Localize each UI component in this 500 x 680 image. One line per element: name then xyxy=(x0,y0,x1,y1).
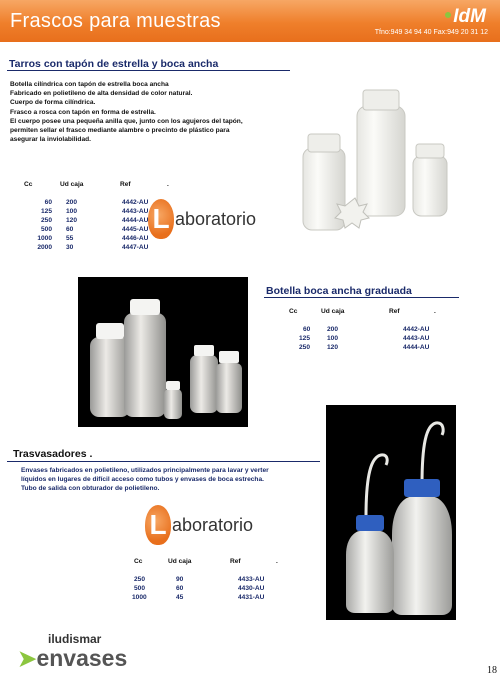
cell-ud-caja: 120 xyxy=(327,344,339,351)
cell-ref: 4443-AU xyxy=(403,335,430,342)
col-header-extra: . xyxy=(434,308,436,315)
laboratorio-logo-text: aboratorio xyxy=(172,514,254,535)
spec-table-botella-graduada xyxy=(285,307,436,352)
table-row xyxy=(132,584,278,593)
cell-ud-caja: 200 xyxy=(66,199,78,206)
brand-logo-word: envases xyxy=(36,645,128,671)
description-line: Tubo de salida con obturador de polietileno. xyxy=(21,485,160,492)
table-header-row xyxy=(132,557,278,575)
table-row xyxy=(132,575,278,584)
cell-ref: 4433-AU xyxy=(238,576,265,583)
col-header-ref: Ref xyxy=(389,308,400,315)
cell-cc: 500 xyxy=(40,226,52,233)
cell-ref: 4431-AU xyxy=(238,594,265,601)
cell-cc: 60 xyxy=(44,199,52,206)
table-row xyxy=(20,225,169,234)
table-row xyxy=(20,216,169,225)
section-divider xyxy=(264,297,459,298)
description-line: Envases fabricados en polietileno, utilizados principalmente para lavar y verter xyxy=(21,467,269,474)
table-row xyxy=(20,243,169,252)
table-row xyxy=(20,207,169,216)
section-title-trasvasadores xyxy=(13,448,92,460)
laboratorio-logo xyxy=(145,505,253,545)
page-number: 18 xyxy=(487,665,497,676)
cell-cc: 125 xyxy=(299,335,311,342)
section-title-botella-graduada: Botella boca ancha graduada xyxy=(266,285,412,297)
description-line: Cuerpo de forma cilíndrica. xyxy=(10,99,96,107)
section-divider xyxy=(7,461,320,462)
cell-ref: 4444-AU xyxy=(403,344,430,351)
page-header xyxy=(0,0,500,42)
table-row xyxy=(20,234,169,243)
cell-ud-caja: 100 xyxy=(66,208,78,215)
col-header-ref: Ref xyxy=(120,181,131,188)
cell-cc: 250 xyxy=(134,576,146,583)
cell-ref: 4442-AU xyxy=(403,326,430,333)
description-line: permiten sellar el frasco mediante alambre o precinto de plástico para xyxy=(10,127,230,135)
section-description-tarros xyxy=(10,80,280,144)
cell-cc: 500 xyxy=(134,585,146,592)
col-header-ud-caja: Ud caja xyxy=(168,558,192,565)
cell-cc: 250 xyxy=(40,217,52,224)
description-line: líquidos en lugares de difícil acceso como tubos y envases de boca estrecha. xyxy=(21,476,264,483)
section-title-suffix: . xyxy=(89,448,93,460)
cell-ud-caja: 45 xyxy=(176,594,184,601)
brand-logo-bottom xyxy=(18,646,127,671)
table-row xyxy=(285,325,436,334)
laboratorio-logo xyxy=(148,199,256,239)
col-header-cc: Cc xyxy=(289,308,298,315)
table-row xyxy=(132,593,278,602)
cell-cc: 1000 xyxy=(37,235,52,242)
cell-ref: 4430-AU xyxy=(238,585,265,592)
description-line: Botella cilíndrica con tapón de estrella boca ancha xyxy=(10,81,169,88)
product-photo-graduated-bottles xyxy=(78,277,248,427)
cell-ud-caja: 55 xyxy=(66,235,74,242)
spec-table-trasvasadores xyxy=(132,557,278,602)
section-divider xyxy=(7,70,290,71)
cell-ref: 4447-AU xyxy=(122,244,149,251)
table-header-row xyxy=(20,180,169,198)
product-photo-star-cap-jars xyxy=(295,78,450,258)
section-description-trasvasadores xyxy=(21,466,311,493)
col-header-ud-caja: Ud caja xyxy=(321,308,345,315)
cell-ud-caja: 90 xyxy=(176,576,184,583)
laboratorio-logo-mark: L xyxy=(145,505,171,545)
col-header-ud-caja: Ud caja xyxy=(60,181,84,188)
cell-ref: 4443-AU xyxy=(122,208,149,215)
cell-ref: 4442-AU xyxy=(122,199,149,206)
logo-dot-icon xyxy=(445,12,451,18)
laboratorio-logo-text: aboratorio xyxy=(175,208,257,229)
table-row xyxy=(285,343,436,352)
cell-ud-caja: 60 xyxy=(66,226,74,233)
brand-logo-top: iludismar xyxy=(48,632,102,646)
cell-cc: 2000 xyxy=(37,244,52,251)
cell-cc: 60 xyxy=(303,326,311,333)
cell-ud-caja: 60 xyxy=(176,585,184,592)
table-header-row xyxy=(285,307,436,325)
cell-ud-caja: 200 xyxy=(327,326,339,333)
cell-cc: 125 xyxy=(40,208,52,215)
cell-ud-caja: 30 xyxy=(66,244,74,251)
description-line: Frasco a rosca con tapón en forma de estrella. xyxy=(10,108,156,116)
laboratorio-logo-mark: L xyxy=(148,199,174,239)
description-line: El cuerpo posee una pequeña anilla que, junto con los agujeros del tapón, xyxy=(10,117,243,125)
cell-ref: 4445-AU xyxy=(122,226,149,233)
page-title: Frascos para muestras xyxy=(10,10,221,32)
description-line: Fabricado en polietileno de alta densidad de color natural. xyxy=(10,90,193,98)
table-row xyxy=(20,198,169,207)
brand-logo xyxy=(18,632,127,671)
col-header-cc: Cc xyxy=(24,181,33,188)
section-title-text: Trasvasadores xyxy=(13,448,87,460)
cell-ref: 4444-AU xyxy=(122,217,149,224)
logo-text: IdM xyxy=(453,6,486,27)
description-line: asegurar la inviolabilidad. xyxy=(10,136,91,144)
brand-arrow-icon: ➤ xyxy=(18,646,37,671)
col-header-extra: . xyxy=(276,558,278,565)
product-photo-wash-bottles xyxy=(326,405,456,620)
cell-ud-caja: 100 xyxy=(327,335,339,342)
col-header-extra: . xyxy=(167,181,169,188)
contact-phone: Tfno:949 34 94 40 Fax:949 20 31 12 xyxy=(374,29,488,36)
col-header-cc: Cc xyxy=(134,558,143,565)
col-header-ref: Ref xyxy=(230,558,241,565)
cell-ud-caja: 120 xyxy=(66,217,78,224)
spec-table-tarros xyxy=(20,180,169,252)
company-logo xyxy=(445,6,486,28)
cell-cc: 1000 xyxy=(132,594,147,601)
section-title-tarros: Tarros con tapón de estrella y boca ancha xyxy=(9,58,219,70)
cell-cc: 250 xyxy=(299,344,311,351)
table-row xyxy=(285,334,436,343)
cell-ref: 4446-AU xyxy=(122,235,149,242)
